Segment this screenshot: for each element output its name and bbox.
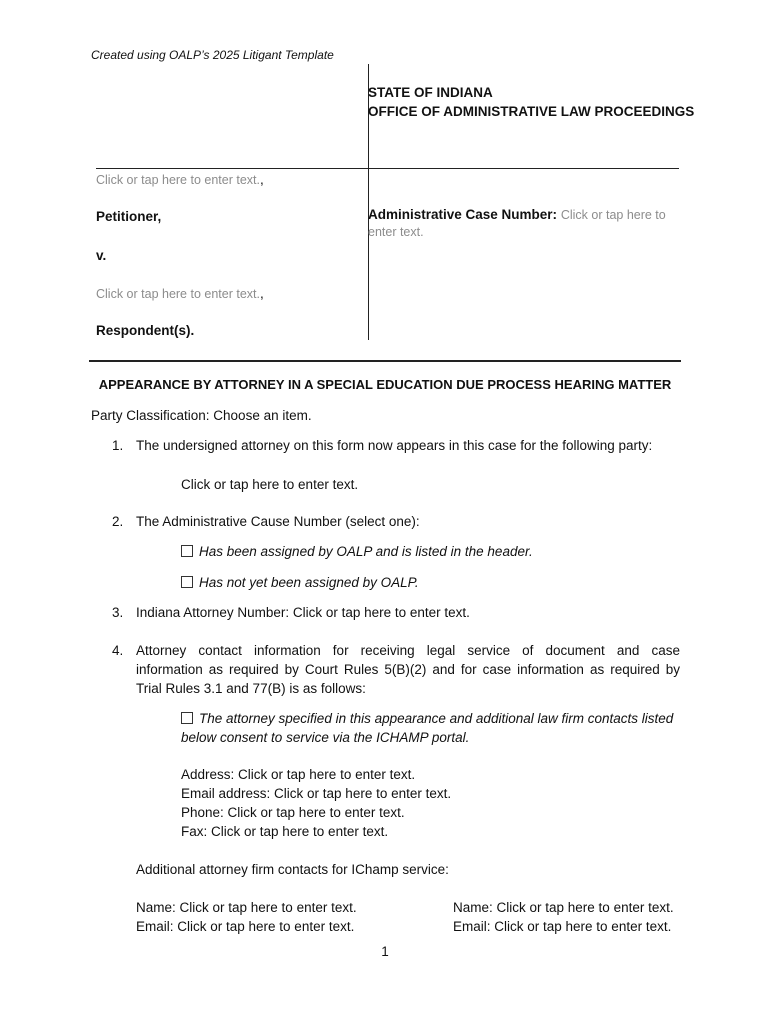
page-number: 1 [381,944,389,959]
respondent-comma: , [259,286,264,301]
item-4-line-1: Attorney contact information for receiving legal service of document and case [136,643,680,658]
petitioner-comma: , [259,172,264,187]
item-4-number: 4. [112,643,124,658]
case-number-label: Administrative Case Number: [368,207,558,222]
consent-checkbox[interactable] [181,712,193,724]
caption-divider-horizontal [96,168,679,169]
contact-2-email-field[interactable]: Email: Click or tap here to enter text. [453,919,672,934]
office-heading: OFFICE OF ADMINISTRATIVE LAW PROCEEDINGS [368,104,695,119]
email-address-field[interactable]: Email address: Click or tap here to enter text. [181,786,452,801]
contact-2-name-field[interactable]: Name: Click or tap here to enter text. [453,900,674,915]
option-assigned-label: Has been assigned by OALP and is listed in the header. [199,544,533,559]
item-1-text: The undersigned attorney on this form now appears in this case for the following party: [136,438,653,453]
state-heading: STATE OF INDIANA [368,85,493,100]
petitioner-label: Petitioner, [96,209,162,224]
consent-label-line-1: The attorney specified in this appearance and additional law firm contacts listed [199,711,674,726]
versus-label: v. [96,248,107,263]
option-not-assigned-row [181,575,419,590]
fax-field[interactable]: Fax: Click or tap here to enter text. [181,824,389,839]
caption-bottom-rule [89,360,681,362]
contact-1-name-field[interactable]: Name: Click or tap here to enter text. [136,900,357,915]
case-number-field-continued[interactable]: enter text. [368,225,424,239]
not-assigned-checkbox[interactable] [181,576,193,588]
option-not-assigned-label: Has not yet been assigned by OALP. [199,575,419,590]
contact-1-email-field[interactable]: Email: Click or tap here to enter text. [136,919,355,934]
petitioner-field-row [96,172,264,187]
represented-party-field[interactable]: Click or tap here to enter text. [181,477,359,492]
phone-field[interactable]: Phone: Click or tap here to enter text. [181,805,405,820]
document-title: APPEARANCE BY ATTORNEY IN A SPECIAL EDUCATION DUE PROCESS HEARING MATTER [98,377,672,392]
option-assigned-row [181,544,533,559]
template-note: Created using OALP’s 2025 Litigant Template [91,48,334,62]
respondent-name-field[interactable]: Click or tap here to enter text. [96,287,260,301]
item-4-line-2: information as required by Court Rules 5(B)(2) and for case information as required by [136,662,680,677]
consent-label-line-2: below consent to service via the ICHAMP portal. [181,730,470,745]
additional-contacts-heading: Additional attorney firm contacts for IChamp service: [136,862,449,877]
petitioner-name-field[interactable]: Click or tap here to enter text. [96,173,260,187]
respondent-label: Respondent(s). [96,323,195,338]
consent-row [181,711,673,726]
respondent-field-row [96,286,264,301]
case-number-row [368,207,666,222]
item-2-text: The Administrative Cause Number (select one): [136,514,420,529]
assigned-checkbox[interactable] [181,545,193,557]
item-3-number: 3. [112,605,124,620]
attorney-number-field[interactable]: Indiana Attorney Number: Click or tap here to enter text. [136,605,470,620]
party-classification-dropdown[interactable]: Party Classification: Choose an item. [91,408,312,423]
item-2-number: 2. [112,514,124,529]
address-field[interactable]: Address: Click or tap here to enter text. [181,767,416,782]
item-1-number: 1. [112,438,124,453]
item-4-line-3: Trial Rules 3.1 and 77(B) is as follows: [136,681,366,696]
case-number-field[interactable]: Click or tap here to [560,208,666,222]
